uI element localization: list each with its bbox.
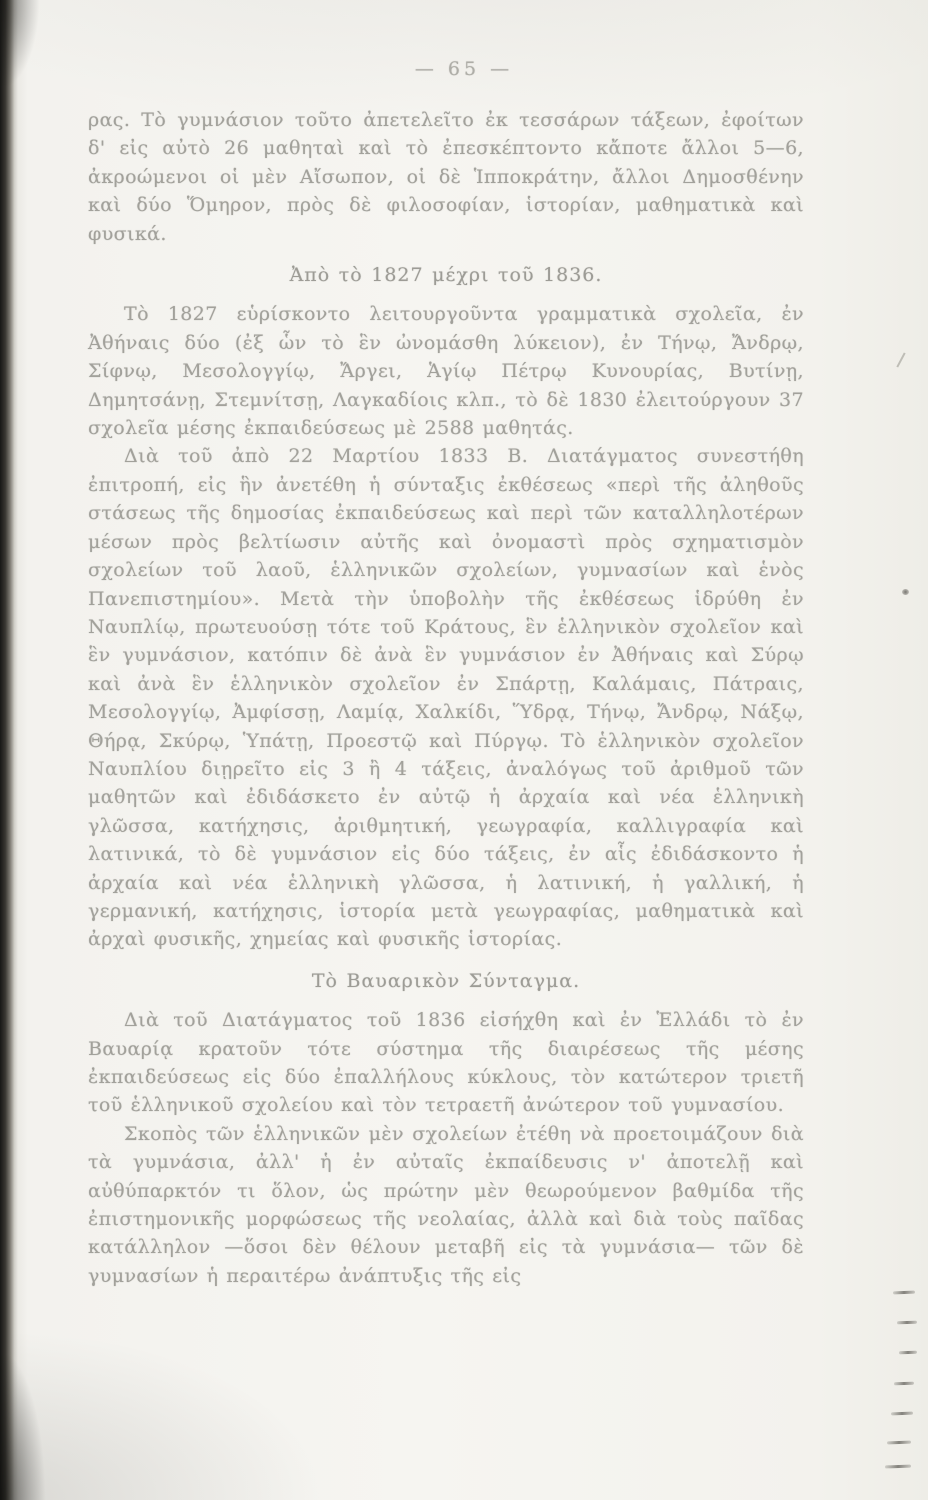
paragraph: Διὰ τοῦ Διατάγματος τοῦ 1836 εἰσήχθη καὶ ἐν Ἑλλάδι τὸ ἐν Βαυαρίᾳ κρατοῦν τότε σύστημα τῆς διαιρέσεως τῆς μέσης ἐκπαιδεύσεως εἰς δύο ἐπαλλήλους κύκλους, τὸν κατώτερον τριετῆ τοῦ ἑλληνικοῦ σχολείου καὶ τὸν τετραετῆ ἀνώτερον τοῦ γυμνασίου. <box>88 1009 804 1117</box>
margin-dash-mark <box>897 1321 917 1325</box>
margin-dash-mark <box>887 1441 911 1445</box>
paragraph-continued: ρας. Τὸ γυμνάσιον τοῦτο ἀπετελεῖτο ἐκ τεσσάρων τάξεων, ἐφοίτων δ' εἰς αὐτὸ 26 μαθηταὶ καὶ τὸ ἐπεσκέπτοντο κἄποτε ἄλλοι 5—6, ἀκροώμενοι οἱ μὲν Αἴσωπον, οἱ δὲ Ἱπποκράτην, ἄλλοι Δημοσθένην καὶ δύο Ὅμηρον, πρὸς δὲ φιλοσοφίαν, ἱστορίαν, μαθηματικὰ καὶ φυσικά. <box>88 109 804 245</box>
paragraph: Σκοπὸς τῶν ἑλληνικῶν μὲν σχολείων ἐτέθη νὰ προετοιμάζουν διὰ τὰ γυμνάσια, ἀλλ' ἡ ἐν αὐταῖς ἐκπαίδευσις ν' ἀποτελῇ καὶ αὐθύπαρκτόν τι ὅλον, ὡς πρώτην μὲν θεωρούμενον βαθμίδα τῆς ἐπιστημονικῆς μορφώσεως τῆς νεολαίας, ἀλλὰ καὶ διὰ τοὺς παῖδας κατάλληλον —ὅσοι δὲν θέλουν μεταβῆ εἰς τὰ γυμνάσια— τῶν δὲ γυμνασίων ἡ περαιτέρω ἀνάπτυξις τῆς εἰς <box>88 1122 804 1287</box>
margin-slash-mark <box>896 352 905 367</box>
text-block <box>88 106 804 1290</box>
book-binding-shadow <box>0 0 18 1500</box>
page-number: — 65 — <box>414 58 514 80</box>
margin-dash-mark <box>899 1351 917 1355</box>
margin-dot-mark <box>902 589 909 595</box>
margin-dash-mark <box>885 1465 911 1469</box>
margin-dash-mark <box>891 1412 913 1416</box>
paragraph: Τὸ 1827 εὑρίσκοντο λειτουργοῦντα γραμματικὰ σχολεῖα, ἐν Ἀθήναις δύο (ἐξ ὧν τὸ ἓν ὠνομάσθη λύκειον), ἐν Τήνῳ, Ἄνδρῳ, Σίφνῳ, Μεσολογγίῳ, Ἄργει, Ἁγίῳ Πέτρῳ Κυνουρίας, Βυτίνῃ, Δημητσάνῃ, Στεμνίτσῃ, Λαγκαδίοις κλπ., τὸ δὲ 1830 ἐλειτούργουν 37 σχολεῖα μέσης ἐκπαιδεύσεως μὲ 2588 μαθητάς. <box>88 303 804 440</box>
paragraph: Διὰ τοῦ ἀπὸ 22 Μαρτίου 1833 Β. Διατάγματος συνεστήθη ἐπιτροπή, εἰς ἣν ἀνετέθη ἡ σύνταξις ἐκθέσεως «περὶ τῆς ἀληθοῦς στάσεως τῆς δημοσίας ἐκπαιδεύσεως καὶ περὶ τῶν καταλληλοτέρων μέσων πρὸς βελτίωσιν αὐτῆς καὶ ὀνομαστὶ πρὸς σχηματισμὸν σχολείων τοῦ λαοῦ, ἑλληνικῶν σχολείων, γυμνασίων καὶ ἑνὸς Πανεπιστημίου». Μετὰ τὴν ὑποβολὴν τῆς ἐκθέσεως ἱδρύθη ἐν Ναυπλίῳ, πρωτευούσῃ τότε τοῦ Κράτους, ἓν ἑλληνικὸν σχολεῖον καὶ ἓν γυμνάσιον, κατόπιν δὲ ἀνὰ ἓν γυμνάσιον ἐν Ἀθήναις καὶ Σύρῳ καὶ ἀνὰ ἓν ἑλληνικὸν σχολεῖον ἐν Σπάρτῃ, Καλάμαις, Πάτραις, Μεσολογγίῳ, Ἀμφίσσῃ, Λαμίᾳ, Χαλκίδι, Ὕδρᾳ, Τήνῳ, Ἄνδρῳ, Νάξῳ, Θήρᾳ, Σκύρῳ, Ὑπάτῃ, Προεστῷ καὶ Πύργῳ. Τὸ ἑλληνικὸν σχολεῖον Ναυπλίου διῃρεῖτο εἰς 3 ἢ 4 τάξεις, ἀναλόγως τοῦ ἀριθμοῦ τῶν μαθητῶν καὶ ἐδιδάσκετο ἐν αὐτῷ ἡ ἀρχαία καὶ νέα ἑλληνικὴ γλῶσσα, κατήχησις, ἀριθμητική, γεωγραφία, καλλιγραφία καὶ λατινικά, τὸ δὲ γυμνάσιον εἰς δύο τάξεις, ἐν αἷς ἐδιδάσκοντο ἡ ἀρχαία καὶ νέα ἑλληνικὴ γλῶσσα, ἡ λατινική, ἡ γαλλική, ἡ γερμανική, κατήχησις, ἱστορία μετὰ γεωγραφίας, μαθηματικὰ καὶ ἀρχαὶ φυσικῆς, χημείας καὶ φυσικῆς ἱστορίας. <box>88 445 804 951</box>
margin-dash-mark <box>893 1291 915 1295</box>
binding-shadow-bottom <box>0 1350 46 1500</box>
margin-dash-mark <box>894 1382 914 1386</box>
section-heading-1827-1836: Ἀπὸ τὸ 1827 μέχρι τοῦ 1836. <box>289 264 603 287</box>
section-heading-bavarian-constitution: Τὸ Βαυαρικὸν Σύνταγμα. <box>311 969 581 992</box>
